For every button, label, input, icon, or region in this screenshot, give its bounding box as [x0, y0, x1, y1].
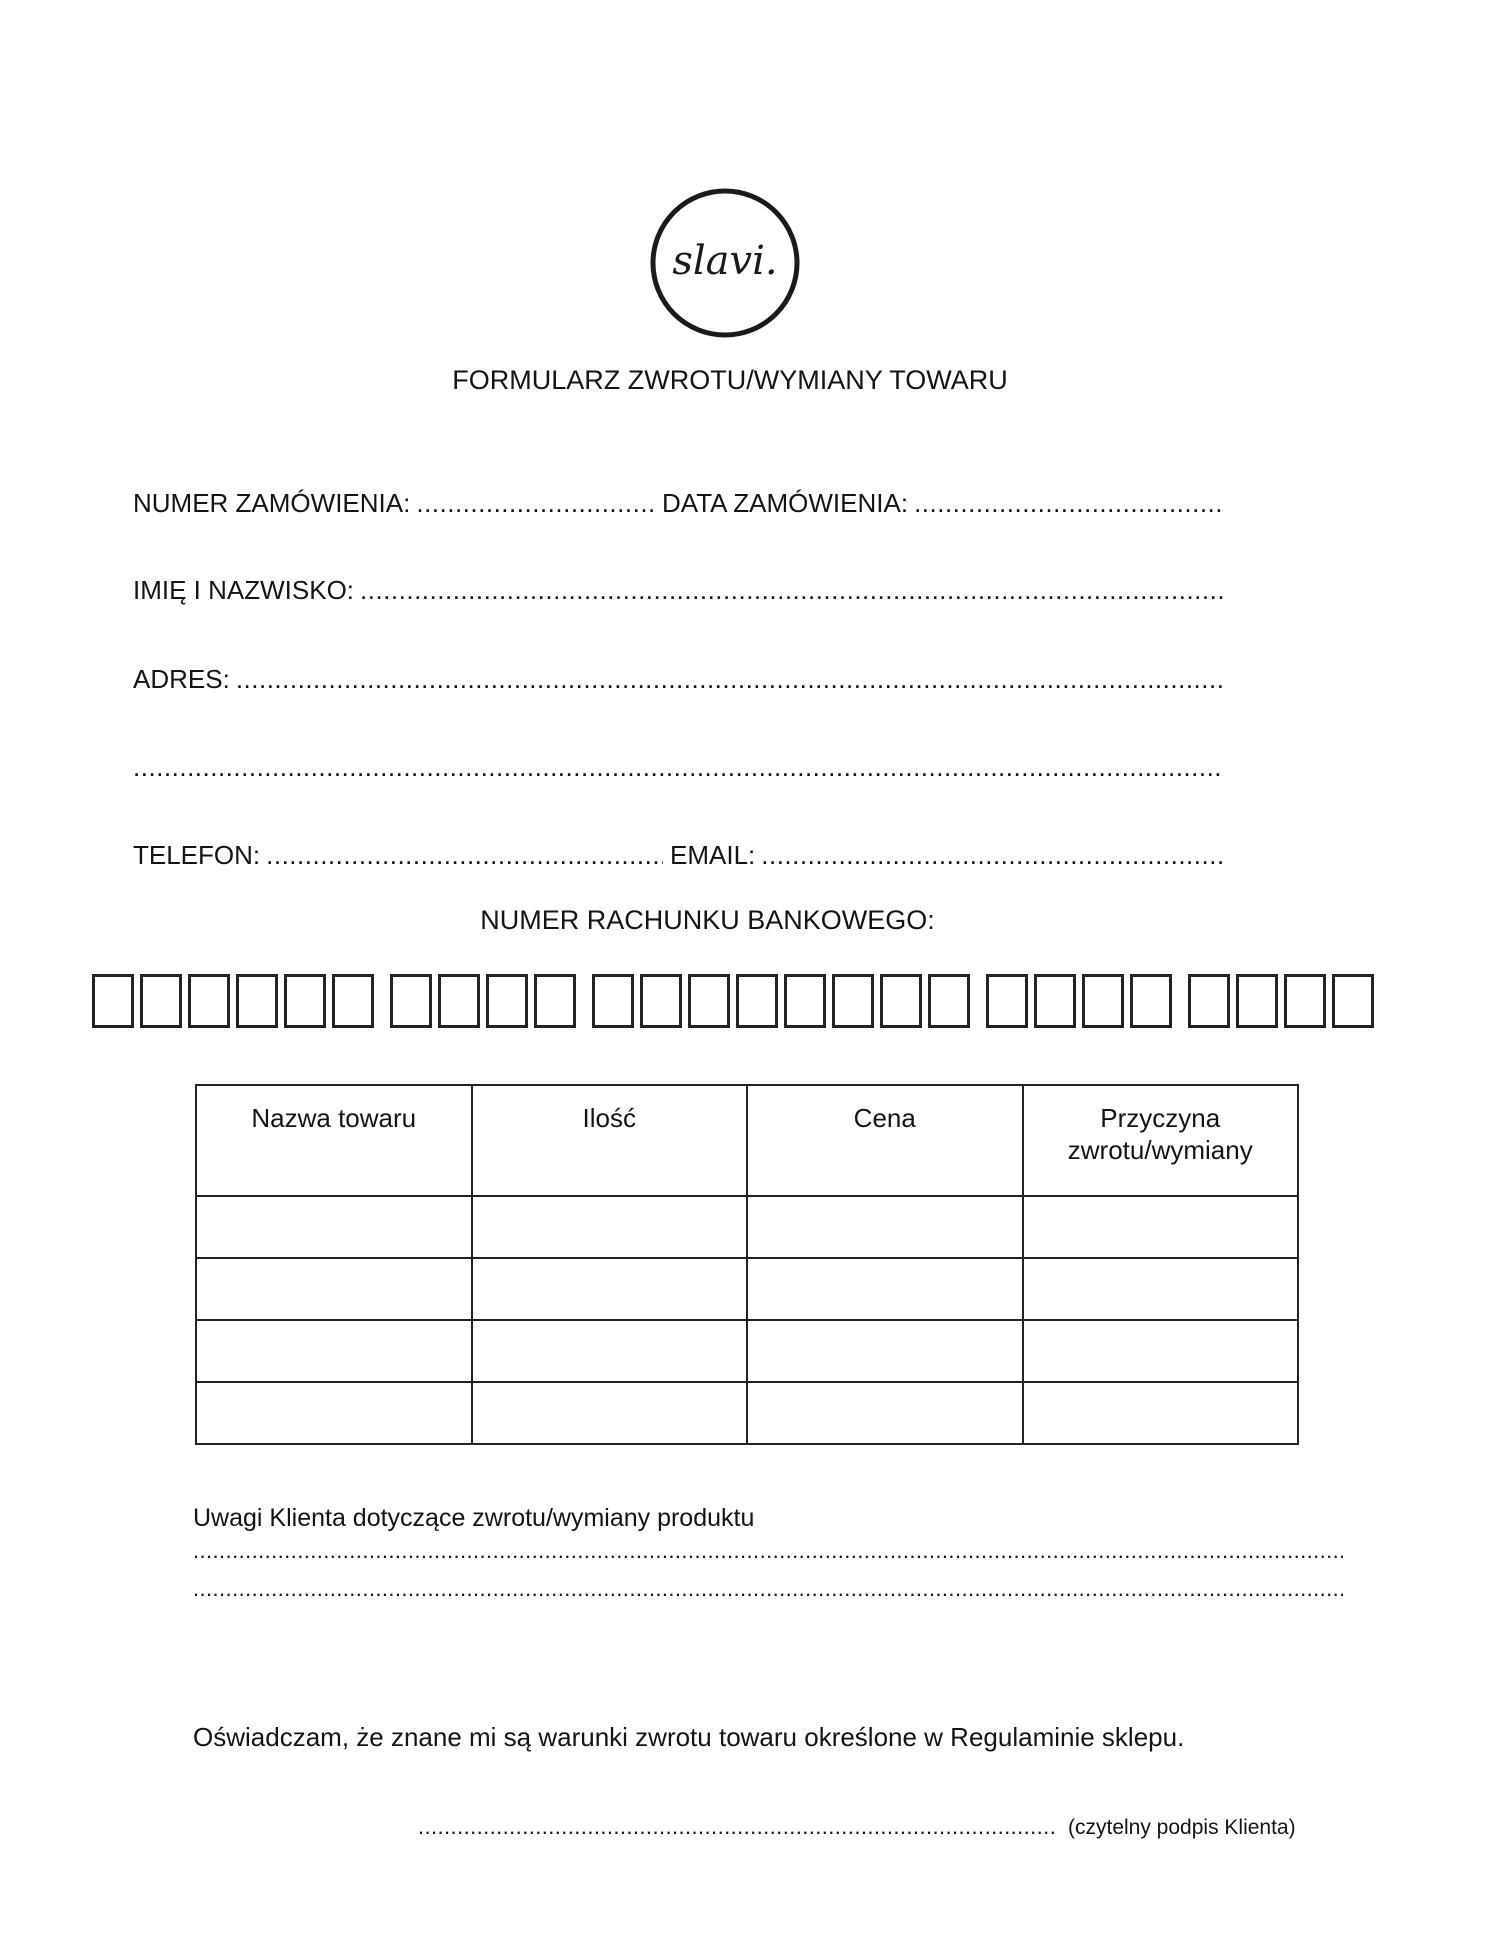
bank-digit-box[interactable]: [1332, 974, 1374, 1028]
name-input[interactable]: [360, 575, 1223, 606]
bank-digit-box[interactable]: [92, 974, 134, 1028]
bank-digit-box[interactable]: [1130, 974, 1172, 1028]
table-cell[interactable]: [1023, 1258, 1299, 1320]
notes-line-2[interactable]: [193, 1576, 1343, 1602]
header-price: Cena: [747, 1085, 1023, 1196]
bank-digit-box[interactable]: [688, 974, 730, 1028]
email-field[interactable]: [670, 840, 1223, 871]
bank-digit-box[interactable]: [880, 974, 922, 1028]
bank-account-boxes[interactable]: [92, 974, 1368, 1030]
table-header-row: [196, 1085, 1298, 1196]
notes-line-1[interactable]: [193, 1538, 1343, 1564]
bank-digit-box[interactable]: [236, 974, 278, 1028]
email-input[interactable]: [761, 840, 1223, 871]
table-row: [196, 1320, 1298, 1382]
bank-digit-box[interactable]: [832, 974, 874, 1028]
address-label: ADRES:: [133, 664, 230, 694]
table-cell[interactable]: [472, 1258, 748, 1320]
bank-digit-box[interactable]: [140, 974, 182, 1028]
phone-label: TELEFON:: [133, 840, 261, 870]
bank-digit-box[interactable]: [592, 974, 634, 1028]
bank-digit-box[interactable]: [438, 974, 480, 1028]
logo-wordmark: slavi.: [672, 238, 778, 284]
bank-digit-box[interactable]: [784, 974, 826, 1028]
table-cell[interactable]: [1023, 1320, 1299, 1382]
address-field[interactable]: [133, 664, 1223, 695]
declaration-text: Oświadczam, że znane mi są warunki zwrotu towaru określone w Regulaminie sklepu.: [193, 1722, 1185, 1752]
table-row: [196, 1382, 1298, 1444]
bank-digit-box[interactable]: [986, 974, 1028, 1028]
logo-circle-icon: [650, 188, 800, 338]
order-number-input[interactable]: [416, 488, 653, 519]
bank-digit-box[interactable]: [736, 974, 778, 1028]
order-number-label: NUMER ZAMÓWIENIA:: [133, 488, 411, 518]
header-item-name: Nazwa towaru: [196, 1085, 472, 1196]
signature-line[interactable]: [418, 1814, 1054, 1840]
bank-digit-box[interactable]: [1284, 974, 1326, 1028]
table-cell[interactable]: [472, 1320, 748, 1382]
slavi-logo: [650, 188, 800, 338]
table-cell[interactable]: [196, 1258, 472, 1320]
order-date-field[interactable]: [662, 488, 1222, 519]
bank-digit-box[interactable]: [188, 974, 230, 1028]
address-input[interactable]: [236, 664, 1223, 695]
table-cell[interactable]: [196, 1382, 472, 1444]
table-cell[interactable]: [747, 1258, 1023, 1320]
bank-digit-group: [92, 974, 374, 1030]
bank-digit-box[interactable]: [332, 974, 374, 1028]
order-date-label: DATA ZAMÓWIENIA:: [662, 488, 909, 518]
order-date-input[interactable]: [914, 488, 1222, 519]
bank-digit-box[interactable]: [1188, 974, 1230, 1028]
address-line-2[interactable]: [133, 752, 1223, 783]
bank-digit-box[interactable]: [1082, 974, 1124, 1028]
email-label: EMAIL:: [670, 840, 756, 870]
bank-digit-box[interactable]: [534, 974, 576, 1028]
bank-digit-group: [592, 974, 970, 1030]
bank-digit-group: [390, 974, 576, 1030]
items-table-body: [196, 1196, 1298, 1444]
bank-digit-box[interactable]: [390, 974, 432, 1028]
header-reason: Przyczyna zwrotu/wymiany: [1023, 1085, 1299, 1196]
table-cell[interactable]: [472, 1382, 748, 1444]
table-cell[interactable]: [1023, 1196, 1299, 1258]
bank-digit-box[interactable]: [1236, 974, 1278, 1028]
phone-input[interactable]: [266, 840, 663, 871]
table-cell[interactable]: [196, 1320, 472, 1382]
name-field[interactable]: [133, 575, 1223, 606]
bank-digit-box[interactable]: [284, 974, 326, 1028]
notes-label: Uwagi Klienta dotyczące zwrotu/wymiany produktu: [193, 1504, 755, 1532]
table-cell[interactable]: [747, 1320, 1023, 1382]
items-table: [195, 1084, 1299, 1445]
table-cell[interactable]: [1023, 1382, 1299, 1444]
table-cell[interactable]: [472, 1196, 748, 1258]
bank-digit-box[interactable]: [1034, 974, 1076, 1028]
bank-digit-box[interactable]: [486, 974, 528, 1028]
table-cell[interactable]: [747, 1382, 1023, 1444]
bank-digit-group: [986, 974, 1172, 1030]
table-cell[interactable]: [196, 1196, 472, 1258]
page-title: FORMULARZ ZWROTU/WYMIANY TOWARU: [452, 365, 1008, 395]
address-input-2[interactable]: [133, 752, 1223, 783]
phone-field[interactable]: [133, 840, 663, 871]
bank-digit-box[interactable]: [640, 974, 682, 1028]
table-cell[interactable]: [747, 1196, 1023, 1258]
name-label: IMIĘ I NAZWISKO:: [133, 575, 355, 605]
table-row: [196, 1196, 1298, 1258]
bank-digit-group: [1188, 974, 1374, 1030]
bank-account-label: NUMER RACHUNKU BANKOWEGO:: [480, 905, 935, 935]
order-number-field[interactable]: [133, 488, 653, 519]
table-row: [196, 1258, 1298, 1320]
header-quantity: Ilość: [472, 1085, 748, 1196]
bank-digit-box[interactable]: [928, 974, 970, 1028]
signature-caption: (czytelny podpis Klienta): [1068, 1816, 1296, 1839]
